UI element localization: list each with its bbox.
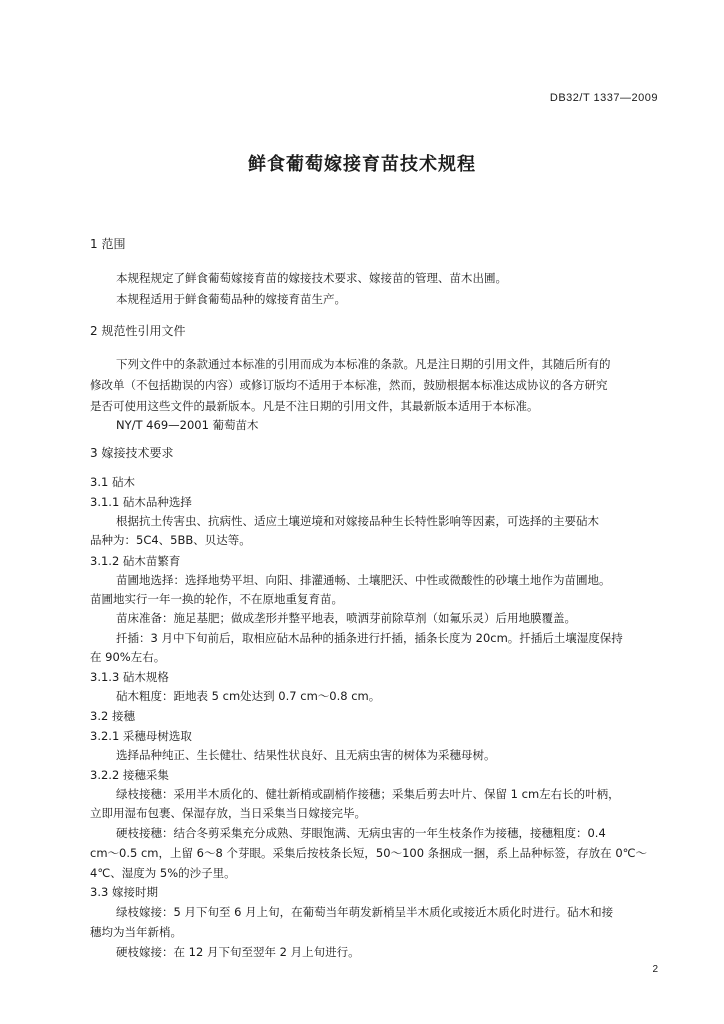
- paragraph: 4℃、湿度为 5%的沙子里。: [90, 866, 236, 880]
- paragraph: 绿枝嫁接：5 月下旬至 6 月上旬，在葡萄当年萌发新梢呈半木质化或接近木质化时进行。砧木和接: [116, 905, 614, 919]
- paragraph: 本规程规定了鲜食葡萄嫁接育苗的嫁接技术要求、嫁接苗的管理、苗木出圃。: [116, 271, 507, 285]
- section-1-heading: 1 范围: [90, 237, 126, 251]
- paragraph: 硬枝嫁接：在 12 月下旬至翌年 2 月上旬进行。: [116, 945, 360, 959]
- section-3-heading: 3 嫁接技术要求: [90, 446, 174, 460]
- standard-code: DB32/T 1337—2009: [549, 92, 658, 104]
- paragraph: 在 90%左右。: [90, 650, 166, 664]
- paragraph: 砧木粗度：距地表 5 cm处达到 0.7 cm～0.8 cm。: [116, 689, 381, 703]
- subsection-heading: 3.2.2 接穗采集: [90, 768, 169, 782]
- paragraph: 苗圃地实行一年一换的轮作，不在原地重复育苗。: [90, 592, 343, 606]
- paragraph: 苗床准备：施足基肥；做成垄形并整平地表，喷洒芽前除草剂（如氟乐灵）后用地膜覆盖。: [116, 611, 576, 625]
- document-title: 鲜食葡萄嫁接育苗技术规程: [248, 154, 476, 175]
- paragraph: 本规程适用于鲜食葡萄品种的嫁接育苗生产。: [116, 292, 346, 306]
- paragraph: 穗均为当年新梢。: [90, 925, 182, 939]
- subsection-heading: 3.1 砧木: [90, 475, 135, 489]
- paragraph: 苗圃地选择：选择地势平坦、向阳、排灌通畅、土壤肥沃、中性或微酸性的砂壤土地作为苗圃地。: [116, 573, 611, 587]
- subsection-heading: 3.1.3 砧木规格: [90, 670, 169, 684]
- paragraph: 是否可使用这些文件的最新版本。凡是不注日期的引用文件，其最新版本适用于本标准。: [90, 399, 539, 413]
- subsection-heading: 3.2.1 采穗母树选取: [90, 729, 192, 743]
- paragraph: 下列文件中的条款通过本标准的引用而成为本标准的条款。凡是注日期的引用文件，其随后所有的: [116, 357, 611, 371]
- paragraph: 修改单（不包括勘误的内容）或修订版均不适用于本标准，然而，鼓励根据本标准达成协议的各方研究: [90, 378, 608, 392]
- paragraph: cm～0.5 cm，上留 6～8 个芽眼。采集后按枝条长短，50～100 条捆成一捆，系上品种标签，存放在 0℃～: [90, 846, 648, 860]
- paragraph: 选择品种纯正、生长健壮、结果性状良好、且无病虫害的树体为采穗母树。: [116, 748, 496, 762]
- page-number: 2: [652, 964, 658, 975]
- subsection-heading: 3.1.1 砧木品种选择: [90, 495, 192, 509]
- paragraph: 根据抗土传害虫、抗病性、适应土壤逆境和对嫁接品种生长特性影响等因素，可选择的主要砧木: [116, 514, 599, 528]
- paragraph: 绿枝接穗：采用半木质化的、健壮新梢或副梢作接穗；采集后剪去叶片、保留 1 cm左右长的叶柄，: [116, 787, 620, 801]
- subsection-heading: 3.3 嫁接时期: [90, 885, 158, 899]
- subsection-heading: 3.1.2 砧木苗繁育: [90, 554, 181, 568]
- paragraph: 硬枝接穗：结合冬剪采集充分成熟、芽眼饱满、无病虫害的一年生枝条作为接穗，接穗粗度：0.4: [116, 826, 606, 840]
- paragraph: 品种为：5C4、5BB、贝达等。: [90, 533, 251, 547]
- section-2-heading: 2 规范性引用文件: [90, 324, 186, 338]
- paragraph: 扦插：3 月中下旬前后，取相应砧木品种的插条进行扦插，插条长度为 20cm。扦插后土壤湿度保持: [116, 631, 623, 645]
- reference-entry: NY/T 469—2001 葡萄苗木: [116, 418, 259, 432]
- subsection-heading: 3.2 接穗: [90, 709, 135, 723]
- paragraph: 立即用湿布包裹、保湿存放，当日采集当日嫁接完毕。: [90, 806, 366, 820]
